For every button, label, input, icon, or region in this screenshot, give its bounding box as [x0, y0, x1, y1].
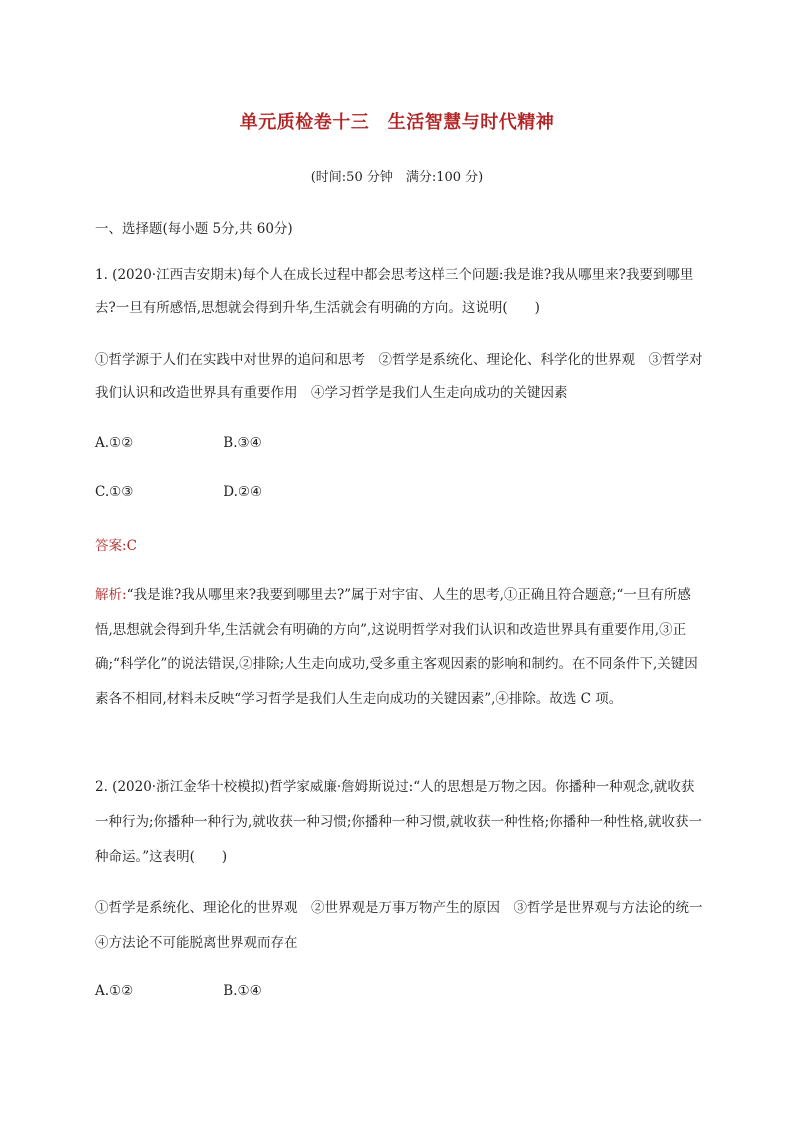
question-1-options-ab — [95, 435, 262, 451]
question-1-statements: ①哲学源于人们在实践中对世界的追问和思考 ②哲学是系统化、理论化、科学化的世界观 ③哲学对我们认识和改造世界具有重要作用 ④学习哲学是我们人生走向成功的关键因素 — [95, 352, 703, 401]
option-b: B.①④ — [223, 983, 262, 999]
explanation-text: “我是谁?我从哪里来?我要到哪里去?”属于对宇宙、人生的思考,①正确且符合题意;“一旦有所感悟,思想就会得到升华,生活就会有明确的方向”,这说明哲学对我们认识和改造世界具有重要作用,③正确;“科学化”的说法错误,②排除;人生走向成功,受多重主客观因素的影响和制约。在不同条件下,关键因素各不相同,材料未反映“学习哲学是我们人生走向成功的关键因素”,④排除。故选 C 项。 — [95, 587, 698, 707]
question-1-stem: 1. (2020·江西吉安期末)每个人在成长过程中都会思考这样三个问题:我是谁?我从哪里来?我要到哪里去?一旦有所感悟,思想就会得到升华,生活就会有明确的方向。这说明( ) — [95, 267, 694, 316]
question-1-explanation — [95, 578, 705, 716]
option-a: A.①② — [95, 435, 134, 451]
question-2-options-ab — [95, 983, 262, 999]
option-b: B.③④ — [223, 435, 262, 451]
option-c: C.①③ — [95, 484, 134, 500]
time-score-info: (时间:50 分钟 满分:100 分) — [310, 170, 484, 185]
question-2-statements: ①哲学是系统化、理论化的世界观 ②世界观是万事万物产生的原因 ③哲学是世界观与方法论的统一 ④方法论不可能脱离世界观而存在 — [95, 900, 716, 951]
option-a: A.①② — [95, 983, 134, 999]
question-2-stem: 2. (2020·浙江金华十校模拟)哲学家威廉·詹姆斯说过:“人的思想是万物之因。你播种一种观念,就收获一种行为;你播种一种行为,就收获一种习惯;你播种一种习惯,就收获一种性格;你播种一种性格,就收获一种命运。”这表明( ) — [95, 779, 703, 865]
question-1-answer — [95, 534, 137, 554]
question-1-options-cd — [95, 484, 262, 500]
option-d: D.②④ — [223, 484, 263, 500]
page-title: 单元质检卷十三 生活智慧与时代精神 — [239, 112, 555, 133]
section-heading: 一、选择题(每小题 5分,共 60分) — [95, 221, 293, 237]
explanation-label: 解析: — [95, 587, 127, 603]
answer-value: C — [126, 538, 137, 554]
answer-label: 答案: — [95, 538, 127, 554]
